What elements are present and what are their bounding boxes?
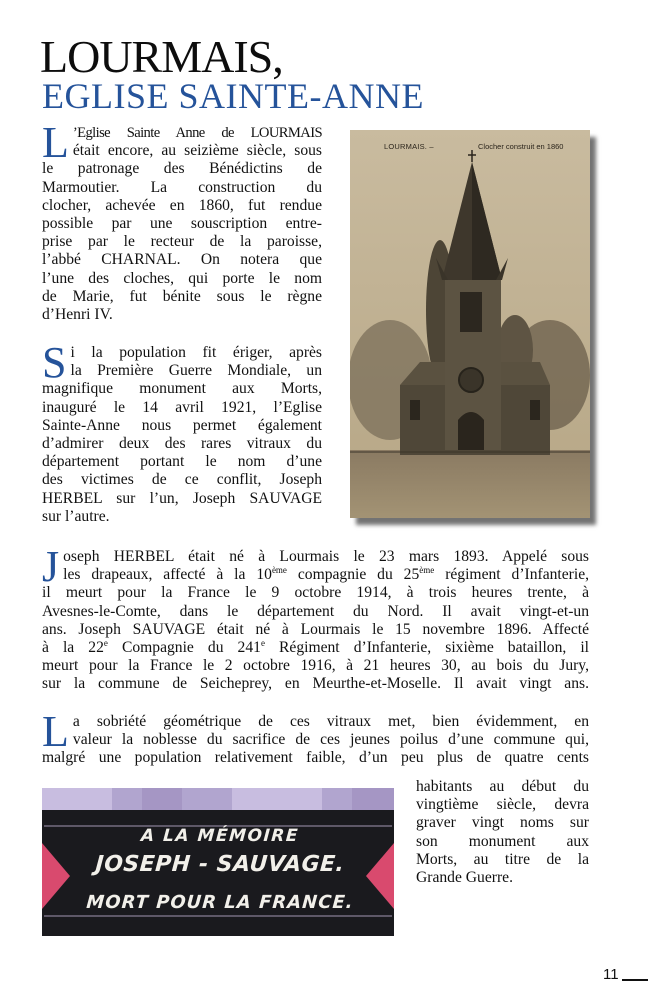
text-line: l’abbé CHARNAL. On notera que — [42, 251, 322, 269]
text-line: meurt pour la France le 2 octobre 1916, à 21 heures 30, au bois du Jury, — [42, 657, 589, 675]
text-line: d’Henri IV. — [42, 306, 113, 324]
paragraph-monument — [42, 338, 322, 526]
drop-cap: J — [42, 542, 60, 591]
stained-glass-line-3: MORT POUR LA FRANCE. — [85, 892, 355, 913]
text-line: il meurt pour la France le 9 octobre 1914, à trois heures trente, à — [42, 584, 589, 602]
text-line: son monument aux — [416, 832, 589, 850]
church-photo — [350, 130, 590, 518]
text-line: d’admirer deux des rares vitraux du — [42, 435, 322, 453]
text-line: malgré une population relativement faible, d’un peu plus de quatre cents — [42, 749, 589, 767]
text-line: i la population fit ériger, après — [70, 344, 322, 361]
text-line: de Marie, fut bénite sous le règne — [42, 287, 322, 305]
text-line: était encore, au seizième siècle, sous — [72, 142, 322, 160]
text-line: l’une des cloches, qui porte le nom — [42, 269, 322, 287]
text-line: clocher, achevée en 1860, fut rendue — [42, 196, 322, 214]
page-subtitle: EGLISE SAINTE-ANNE — [42, 76, 424, 116]
text-line: Marmoutier. La construction du — [42, 178, 322, 196]
photo-caption-place: LOURMAIS. – — [384, 142, 434, 151]
text-line: Avesnes-le-Comte, dans le département du Nord. Il avait vingt-et-un — [42, 602, 589, 620]
drop-cap: L — [42, 118, 69, 167]
drop-cap: L — [42, 707, 69, 756]
text-line: vingtième siècle, devra — [416, 796, 589, 814]
text-line: habitants au début du — [416, 778, 589, 795]
text-line: oseph HERBEL était né à Lourmais le 23 mars 1893. Appelé sous — [63, 548, 589, 565]
text-line: département portant le nom d’une — [42, 453, 322, 471]
text-line: graver vingt noms sur — [416, 814, 589, 832]
text-line: magnifique monument aux Morts, — [42, 380, 322, 398]
text-line: sur la commune de Seicheprey, en Meurthe-et-Moselle. Il avait vingt ans. — [42, 675, 589, 693]
text-line: Sainte-Anne nous permet également — [42, 416, 322, 434]
page-title: LOURMAIS, — [40, 31, 283, 82]
text-line: des victimes de ce conflit, Joseph — [42, 471, 322, 489]
photo-caption-text: Clocher construit en 1860 — [478, 142, 564, 151]
church-bell-tower-image — [350, 130, 590, 518]
stained-glass-line-2: JOSEPH - SAUVAGE. — [94, 852, 346, 877]
text-line: inauguré le 14 avril 1921, l’Eglise — [42, 398, 322, 416]
text-line: ’Eglise Sainte Anne de LOURMAIS — [72, 125, 322, 141]
page-number: 11 — [603, 966, 619, 983]
text-line: valeur la noblesse du sacrifice de ces jeunes poilus d’une commune qui, — [72, 731, 589, 749]
paragraph-conclusion — [42, 707, 589, 768]
paragraph-conclusion-continued — [416, 778, 589, 887]
text-line: ans. Joseph SAUVAGE était né à Lourmais le 15 novembre 1896. Affecté — [42, 620, 589, 638]
text-line: possible par une souscription entre- — [42, 215, 322, 233]
text-line: HERBEL sur l’un, Joseph SAUVAGE — [42, 489, 322, 507]
text-line: la Première Guerre Mondiale, un — [70, 362, 322, 380]
text-line: a sobriété géométrique de ces vitraux met, bien évidemment, en — [72, 713, 589, 730]
paragraph-soldiers — [42, 542, 590, 694]
page-number-rule — [622, 979, 648, 981]
paragraph-intro — [42, 118, 322, 324]
text-line: le patronage des Bénédictins de — [42, 160, 322, 178]
drop-cap: S — [42, 338, 67, 387]
stained-glass-image — [42, 788, 394, 936]
text-line: Morts, au titre de la — [416, 850, 589, 868]
stained-glass-line-1: A LA MÉMOIRE — [140, 826, 300, 846]
text-line: à la 22e Compagnie du 241e Régiment d’Infanterie, sixième bataillon, il — [42, 638, 589, 657]
text-line: Grande Guerre. — [416, 869, 513, 887]
text-line: sur l’autre. — [42, 507, 110, 525]
text-line: prise par le recteur de la paroisse, — [42, 233, 322, 251]
text-line: les drapeaux, affecté à la 10ème compagnie du 25ème régiment d’Infanterie, — [63, 565, 590, 584]
